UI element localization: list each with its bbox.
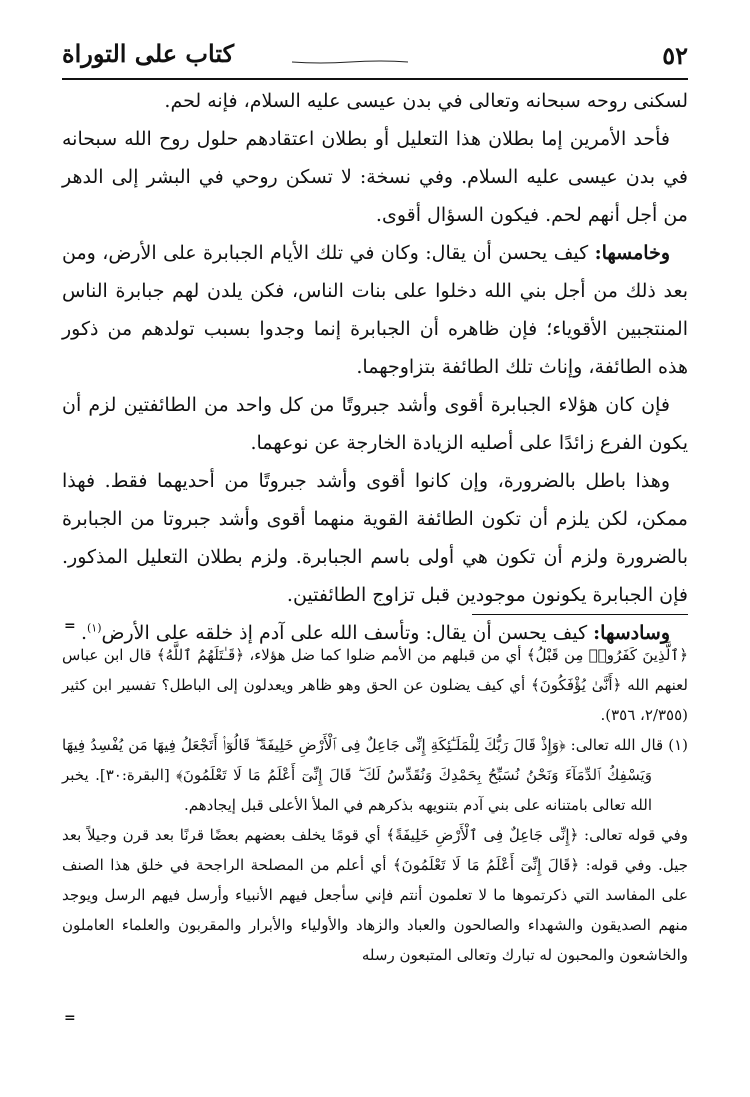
paragraph-4: فإن كان هؤلاء الجبابرة أقوى وأشد جبروتًا من كل واحد من الطائفتين لزم أن يكون الفرع زائدًا على أصليه الزيادة الخارجة عن نوعهما.	[62, 394, 688, 454]
page-header	[62, 38, 688, 80]
footnote-continued: ﴿ٱلَّذِينَ كَفَرُوا۟ مِن قَبْلُ﴾ أي من قبلهم من الأمم ضلوا كما ضل هؤلاء، ﴿قَـٰتَلَهُمُ ٱللَّهُ﴾ قال ابن عباس لعنهم الله ﴿أَنَّىٰ يُؤْفَكُونَ﴾ أي كيف يضلون عن الحق وهو ظاهر ويعدلون إلى الباطل؟ تفسير ابن كثير (٢/٣٥٥، ٣٥٦).	[62, 646, 688, 724]
footnote-reference[interactable]: (١)	[86, 621, 102, 635]
footnote-1	[62, 730, 688, 820]
continues-next-page-mark: =	[64, 1010, 76, 1026]
paragraph-6-text: كيف يحسن أن يقال: وتأسف الله على آدم إذ خلقه على الأرض	[101, 622, 594, 644]
paragraph-2: فأحد الأمرين إما بطلان هذا التعليل أو بطلان اعتقادهم حلول روح الله سبحانه في بدن عيسى عليه السلام. وفي نسخة: لا تسكن روحي في البشر إلى الدهر من أجل أنهم لحم. فيكون السؤال أقوى.	[62, 128, 688, 226]
running-title: كتاب على التوراة	[62, 39, 235, 68]
footnotes	[62, 640, 688, 970]
footnote-separator	[472, 614, 688, 615]
footnote-1-paragraph-2: وفي قوله تعالى: ﴿إِنِّى جَاعِلٌ فِى ٱلْأَرْضِ خَلِيفَةً﴾ أي قومًا يخلف بعضهم بعضًا قرنًا بعد قرن وجيلاً بعد جيل. وفي قوله: ﴿قَالَ إِنِّىٓ أَعْلَمُ مَا لَا تَعْلَمُونَ﴾ أي أعلم من المصلحة الراجحة في خلق هذا الصنف على المفاسد التي ذكرتموها ما لا تعلمون أنتم فإني سأجعل فيهم الأنبياء وأرسل فيهم الرسل ويوجد منهم الصديقون والشهداء والصالحون والعباد والزهاد والأولياء والأبرار والمقربون والعلماء العاملون والخاشعون والمحبون له تبارك وتعالى المتبعون رسله	[62, 826, 688, 964]
header-rule	[62, 78, 688, 80]
footnote-1-text: قال الله تعالى: ﴿وَإِذْ قَالَ رَبُّكَ لِلْمَلَـٰٓئِكَةِ إِنِّى جَاعِلٌ فِى ٱلْأَرْضِ خَلِيفَةً ۖ قَالُوٓا۟ أَتَجْعَلُ فِيهَا مَن يُفْسِدُ فِيهَا وَيَسْفِكُ ٱلدِّمَآءَ وَنَحْنُ نُسَبِّحُ بِحَمْدِكَ وَنُقَدِّسُ لَكَ ۖ قَالَ إِنِّىٓ أَعْلَمُ مَا لَا تَعْلَمُونَ﴾ [البقرة:٣٠]. يخبر الله تعالى بامتنانه على بني آدم بتنويهه بذكرهم في الملأ الأعلى قبل إيجادهم.	[62, 736, 669, 814]
section-lead-fifth: وخامسها:	[594, 242, 670, 264]
continuation-mark: =	[64, 618, 76, 634]
paragraph-1: لسكنى روحه سبحانه وتعالى في بدن عيسى عليه السلام، فإنه لحم.	[164, 90, 688, 112]
paragraph-6-end: .	[80, 622, 87, 644]
page-number: ٥٢	[662, 41, 688, 70]
paragraph-3	[62, 234, 688, 386]
section-lead-sixth: وسادسها:	[593, 622, 670, 644]
paragraph-5: وهذا باطل بالضرورة، وإن كانوا أقوى وأشد جبروتًا من أحديهما فقط. فهذا ممكن، لكن يلزم أن تكون الطائفة القوية منهما أقوى وأشد جبروتا من الجبابرة بالضرورة ولزم أن تكون هي أولى باسم الجبابرة. ولزم بطلان التعليل المذكور. فإن الجبابرة يكونون موجودين قبل تزاوج الطائفتين.	[62, 470, 688, 606]
paragraph-3-text: كيف يحسن أن يقال: وكان في تلك الأيام الجبابرة على الأرض، ومن بعد ذلك من أجل بني الله دخلوا على بنات الناس، فكن يلدن لهم جبابرة الناس المنتجبين الأقوياء؛ فإن ظاهره أن الجبابرة إنما وجدوا بسبب تولدهم من ذكور هذه الطائفة، وإناث تلك الطائفة بتزاوجهما.	[62, 242, 688, 378]
main-text	[62, 82, 688, 652]
footnote-1-number: (١)	[668, 736, 688, 754]
ornament-divider-icon	[290, 56, 410, 66]
